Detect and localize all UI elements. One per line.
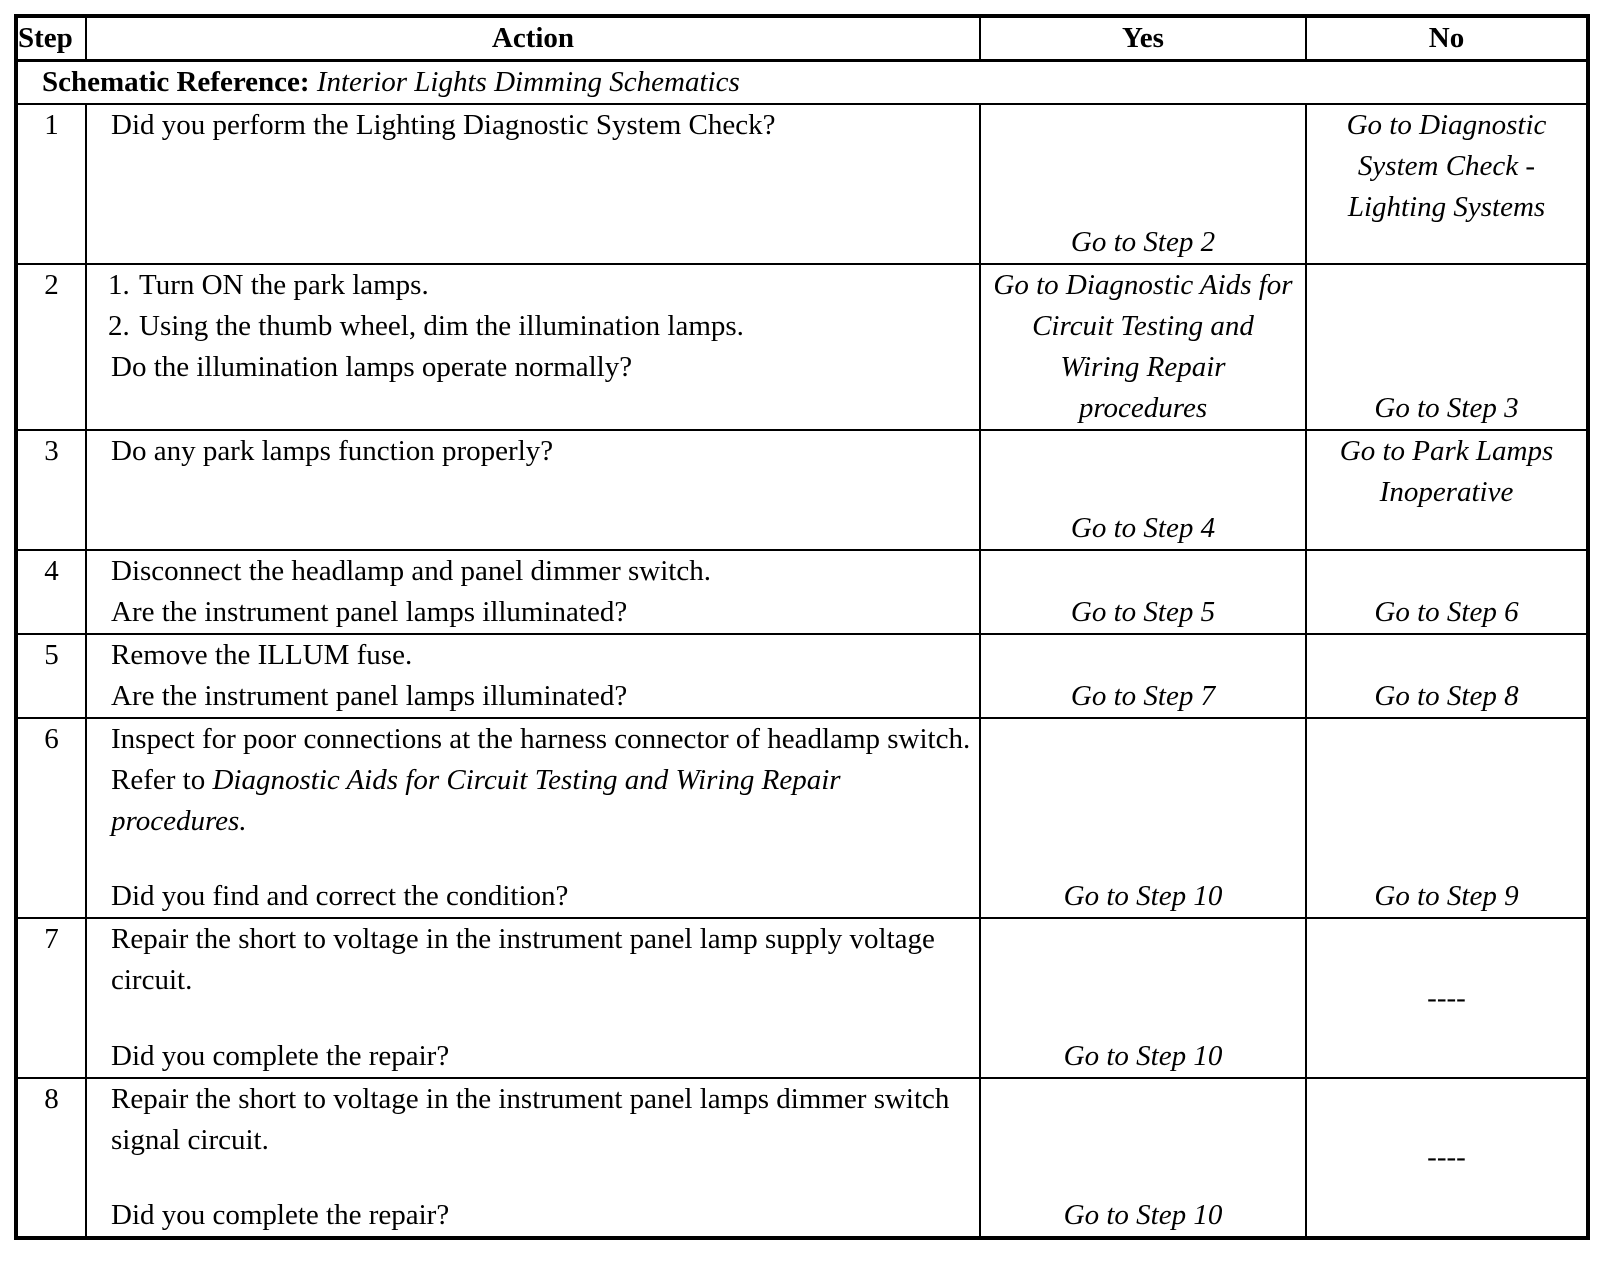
no-result: Go to Step 8 xyxy=(1374,680,1519,712)
action-cell xyxy=(86,550,980,634)
yes-result: Go to Step 4 xyxy=(1070,512,1216,544)
action-cell xyxy=(86,1078,980,1238)
list-item: 1. Turn ON the park lamps. xyxy=(137,265,971,306)
yes-cell xyxy=(980,430,1306,550)
no-cell xyxy=(1306,104,1588,264)
header-row xyxy=(16,16,1588,61)
action-question: Are the instrument panel lamps illuminated? xyxy=(111,680,628,712)
action-question: Do the illumination lamps operate normally? xyxy=(111,351,633,383)
action-cell xyxy=(86,718,980,918)
action-cell xyxy=(86,634,980,718)
yes-result: Go to Step 10 xyxy=(1063,1199,1223,1231)
action-cell xyxy=(86,430,980,550)
action-cell xyxy=(86,918,980,1078)
action-text: Disconnect the headlamp and panel dimmer switch. xyxy=(111,555,711,587)
table-row xyxy=(16,104,1588,264)
yes-cell xyxy=(980,634,1306,718)
step-number: 2 xyxy=(16,264,86,430)
yes-result: Go to Step 10 xyxy=(1063,1040,1223,1072)
action-text: Did you perform the Lighting Diagnostic System Check? xyxy=(111,109,776,141)
diagnostic-table xyxy=(14,14,1590,1240)
action-cell xyxy=(86,104,980,264)
no-result: Go to Step 9 xyxy=(1374,880,1519,912)
action-text: Do any park lamps function properly? xyxy=(111,435,554,467)
yes-cell xyxy=(980,550,1306,634)
no-result: Go to Park Lamps Inoperative xyxy=(1339,435,1554,508)
yes-result: Go to Step 5 xyxy=(1070,596,1216,628)
table-row xyxy=(16,718,1588,918)
no-result: Go to Diagnostic System Check - Lighting Systems xyxy=(1346,109,1547,223)
action-reference: Diagnostic Aids for Circuit Testing and Wiring Repair procedures. xyxy=(111,764,841,837)
table-row xyxy=(16,550,1588,634)
table-row xyxy=(16,1078,1588,1238)
no-cell xyxy=(1306,918,1588,1078)
no-cell xyxy=(1306,550,1588,634)
list-item: 2. Using the thumb wheel, dim the illumination lamps. xyxy=(137,306,971,347)
step-number: 3 xyxy=(16,430,86,550)
no-cell xyxy=(1306,718,1588,918)
step-number: 4 xyxy=(16,550,86,634)
no-cell xyxy=(1306,264,1588,430)
yes-cell xyxy=(980,918,1306,1078)
action-text-block xyxy=(111,719,971,842)
schematic-reference: Interior Lights Dimming Schematics xyxy=(316,66,740,98)
step-number: 7 xyxy=(16,918,86,1078)
table-row xyxy=(16,918,1588,1078)
schematic-label: Schematic Reference: xyxy=(42,66,310,98)
no-cell xyxy=(1306,430,1588,550)
table-row xyxy=(16,634,1588,718)
step-number: 8 xyxy=(16,1078,86,1238)
header-step: Step xyxy=(16,16,86,61)
table-row xyxy=(16,264,1588,430)
schematic-row xyxy=(16,61,1588,105)
yes-cell xyxy=(980,718,1306,918)
action-question: Did you complete the repair? xyxy=(111,1199,450,1231)
header-no: No xyxy=(1306,16,1588,61)
no-cell xyxy=(1306,634,1588,718)
action-list xyxy=(87,265,971,347)
action-question: Did you find and correct the condition? xyxy=(111,880,569,912)
no-result: ---- xyxy=(1427,981,1466,1014)
action-text: Inspect for poor connections at the harness connector of headlamp switch. Refer to xyxy=(111,723,971,796)
action-text: Repair the short to voltage in the instrument panel lamp supply voltage circuit. xyxy=(111,923,935,996)
action-cell xyxy=(86,264,980,430)
yes-cell xyxy=(980,1078,1306,1238)
yes-cell xyxy=(980,264,1306,430)
step-number: 1 xyxy=(16,104,86,264)
no-result: Go to Step 6 xyxy=(1374,596,1519,628)
header-yes: Yes xyxy=(980,16,1306,61)
yes-result: Go to Diagnostic Aids for Circuit Testing and Wiring Repair procedures xyxy=(993,269,1293,424)
header-action: Action xyxy=(86,16,980,61)
no-result: Go to Step 3 xyxy=(1374,392,1519,424)
action-question: Did you complete the repair? xyxy=(111,1040,450,1072)
yes-result: Go to Step 2 xyxy=(1070,226,1216,258)
step-number: 5 xyxy=(16,634,86,718)
step-number: 6 xyxy=(16,718,86,918)
yes-result: Go to Step 10 xyxy=(1063,880,1223,912)
no-cell xyxy=(1306,1078,1588,1238)
table-row xyxy=(16,430,1588,550)
yes-cell xyxy=(980,104,1306,264)
no-result: ---- xyxy=(1427,1141,1466,1173)
action-question: Are the instrument panel lamps illuminated? xyxy=(111,596,628,628)
yes-result: Go to Step 7 xyxy=(1070,680,1216,712)
action-text: Repair the short to voltage in the instrument panel lamps dimmer switch signal circuit. xyxy=(111,1083,950,1156)
action-text: Remove the ILLUM fuse. xyxy=(111,639,413,671)
